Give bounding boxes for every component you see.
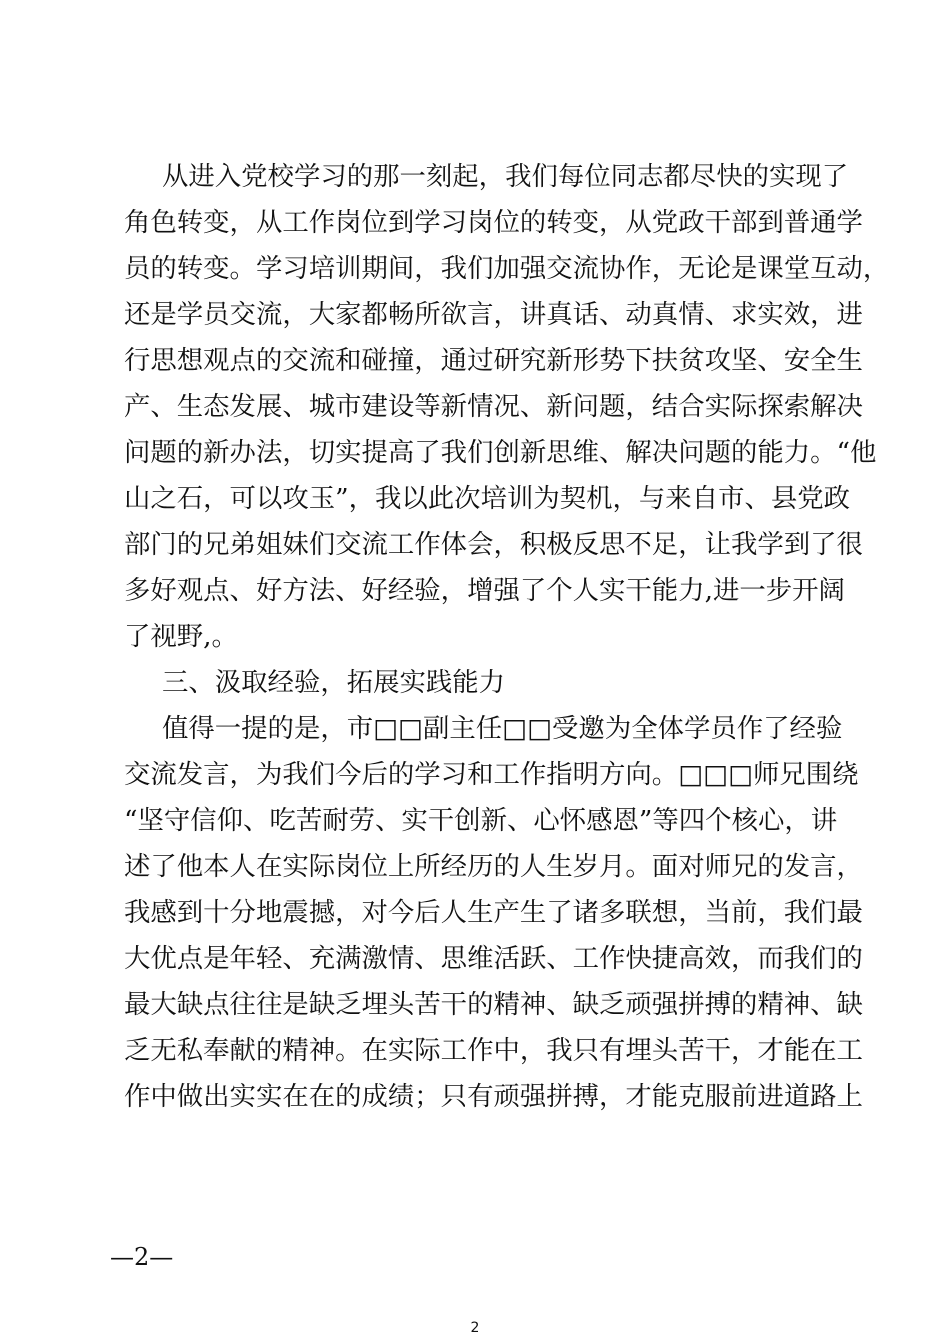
paragraph-line: 从进入党校学习的那一刻起，我们每位同志都尽快的实现了 — [162, 161, 849, 192]
paragraph-line: 部门的兄弟姐妹们交流工作体会，积极反思不足，让我学到了很 — [124, 529, 863, 560]
paragraph-line: 了视野,。 — [124, 621, 238, 652]
paragraph-line: 多好观点、好方法、好经验，增强了个人实干能力,进一步开阔 — [124, 575, 845, 606]
paragraph-line: 我感到十分地震撼，对今后人生产生了诸多联想，当前，我们最 — [124, 897, 863, 928]
footer-page-number: 2 — [470, 1320, 480, 1336]
paragraph-line: 还是学员交流，大家都畅所欲言，讲真话、动真情、求实效，进 — [124, 299, 863, 330]
paragraph-line: 最大缺点往往是缺乏埋头苦干的精神、缺乏顽强拼搏的精神、缺 — [124, 989, 863, 1020]
paragraph-line: 乏无私奉献的精神。在实际工作中，我只有埋头苦干，才能在工 — [124, 1035, 863, 1066]
paragraph-line: 角色转变，从工作岗位到学习岗位的转变，从党政干部到普通学 — [124, 207, 863, 238]
paragraph-line: 大优点是年轻、充满激情、思维活跃、工作快捷高效，而我们的 — [124, 943, 863, 974]
paragraph-line: 员的转变。学习培训期间，我们加强交流协作，无论是课堂互动， — [124, 253, 890, 284]
paragraph-line: 作中做出实实在在的成绩；只有顽强拼搏，才能克服前进道路上 — [124, 1081, 863, 1112]
page-marker: —2— — [110, 1243, 174, 1271]
paragraph-line: 值得一提的是，市□□副主任□□受邀为全体学员作了经验 — [162, 713, 843, 744]
paragraph-line: “坚守信仰、吃苦耐劳、实干创新、心怀感恩”等四个核心，讲 — [124, 805, 838, 836]
paragraph-line: 行思想观点的交流和碰撞，通过研究新形势下扶贫攻坚、安全生 — [124, 345, 863, 376]
paragraph-line: 交流发言，为我们今后的学习和工作指明方向。□□□师兄围绕 — [124, 759, 859, 790]
paragraph-line: 山之石，可以攻玉”，我以此次培训为契机，与来自市、县党政 — [124, 483, 851, 514]
paragraph-line: 产、生态发展、城市建设等新情况、新问题，结合实际探索解决 — [124, 391, 863, 422]
section-heading: 三、汲取经验，拓展实践能力 — [162, 667, 506, 698]
paragraph-line: 问题的新办法，切实提高了我们创新思维、解决问题的能力。“他 — [124, 437, 877, 468]
paragraph-line: 述了他本人在实际岗位上所经历的人生岁月。面对师兄的发言， — [124, 851, 863, 882]
